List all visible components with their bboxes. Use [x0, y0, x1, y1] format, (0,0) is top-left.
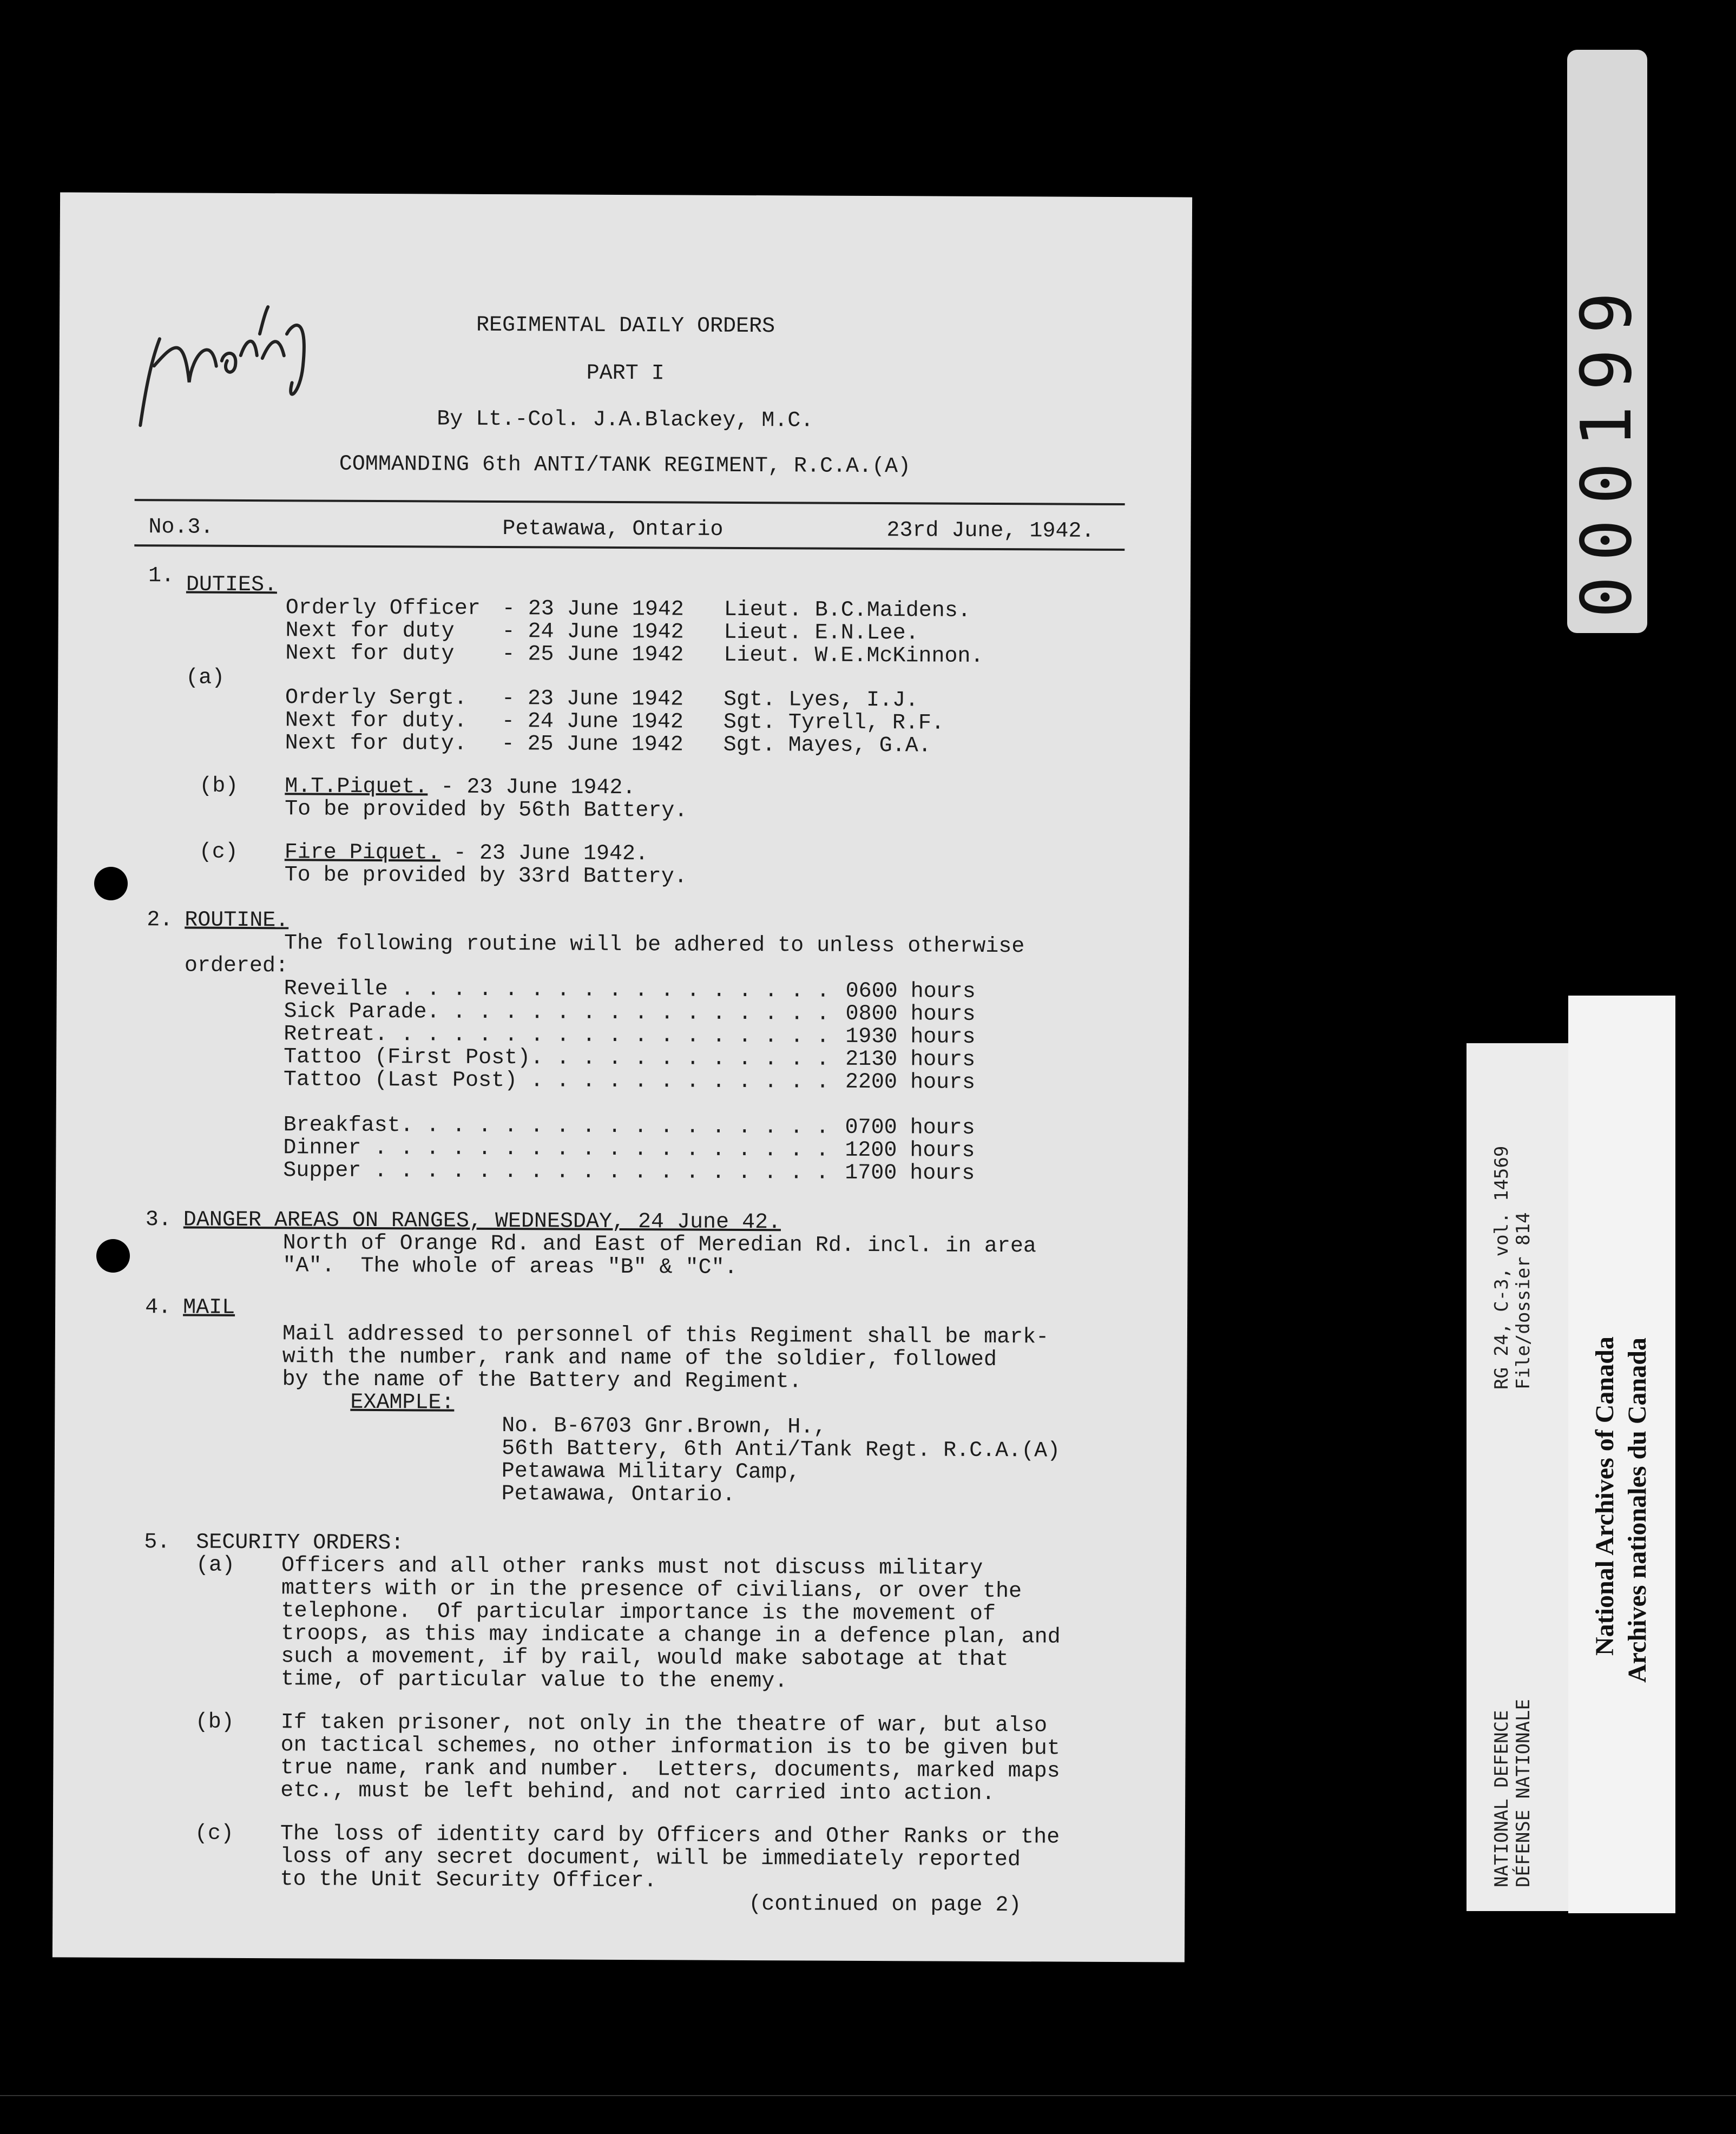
- punch-hole-top: [94, 867, 128, 900]
- mt-piquet-provider: To be provided by 56th Battery.: [285, 797, 688, 824]
- routine-intro-cont: ordered:: [184, 953, 289, 979]
- section-4-number: 4.: [145, 1295, 172, 1320]
- continued-note: (continued on page 2): [748, 1892, 1022, 1918]
- frame-number-stamp: [1567, 50, 1647, 633]
- part-label: PART I: [586, 361, 665, 386]
- mt-piquet-line: M.T.Piquet. - 23 June 1942.: [285, 774, 636, 801]
- section-5-number: 5.: [144, 1530, 170, 1555]
- mail-line3: by the name of the Battery and Regiment.: [282, 1367, 802, 1394]
- divider-top: [135, 499, 1125, 505]
- example-address: No. B-6703 Gnr.Brown, H., 56th Battery, 6th Anti/Tank Regt. R.C.A.(A) Petawawa Military Camp, Petawawa, Ontario.: [501, 1414, 1061, 1507]
- reference-line2: File/dossier 814: [1513, 1212, 1534, 1389]
- archives-name-en: National Archives of Canada: [1590, 1336, 1619, 1656]
- document-page: [52, 192, 1192, 1962]
- section-3-number: 3.: [145, 1208, 172, 1233]
- order-title: REGIMENTAL DAILY ORDERS: [476, 313, 775, 339]
- section-3-title: DANGER AREAS ON RANGES, WEDNESDAY, 24 June 42.: [183, 1208, 781, 1235]
- section-4-title: MAIL: [183, 1295, 235, 1320]
- example-label: EXAMPLE:: [350, 1390, 455, 1415]
- security-c-label: (c): [194, 1821, 234, 1846]
- routine-intro: The following routine will be adhered to unless otherwise: [284, 931, 1025, 959]
- subsection-c-label: (c): [199, 840, 238, 865]
- commanding-line: COMMANDING 6th ANTI/TANK REGIMENT, R.C.A.(A): [339, 452, 911, 479]
- section-1-number: 1.: [148, 564, 175, 589]
- scan-edge-line: [0, 2095, 1736, 2096]
- security-b-text: If taken prisoner, not only in the theatre of war, but also on tactical schemes, no other information is to be given but true name, rank and number. Letters, documents, marked maps etc., must be left behind, and not carried into action.: [280, 1710, 1060, 1807]
- subsection-a-label: (a): [186, 666, 225, 690]
- sergeant-duty-list: Orderly Sergt. - 23 June 1942 Sgt. Lyes, I.J. Next for duty. - 24 June 1942 Sgt. Tyrell, R.F. Next for duty. - 25 June 1942 Sgt. Mayes, G.A.: [285, 686, 945, 759]
- fire-piquet-line: Fire Piquet. - 23 June 1942.: [284, 840, 649, 867]
- security-c-text: The loss of identity card by Officers and Other Ranks or the loss of any secret document, will be immediately reported to the Unit Security Officer.: [280, 1822, 1060, 1894]
- security-a-label: (a): [195, 1553, 235, 1578]
- punch-hole-bottom: [96, 1239, 130, 1273]
- order-number: No.3.: [148, 515, 214, 540]
- section-5-title: SECURITY ORDERS:: [196, 1530, 404, 1556]
- divider-bottom: [134, 544, 1125, 551]
- mail-line1: Mail addressed to personnel of this Regiment shall be mark-: [282, 1322, 1049, 1350]
- officer-duty-list: Orderly Officer - 23 June 1942 Lieut. B.C.Maidens. Next for duty - 24 June 1942 Lieut. E.N.Lee. Next for duty - 25 June 1942 Lieut. W.E.McKinnon.: [285, 596, 984, 669]
- frame-number: 000199: [1567, 276, 1647, 618]
- danger-areas-line1: North of Orange Rd. and East of Meredian Rd. incl. in area: [282, 1231, 1036, 1259]
- by-line: By Lt.-Col. J.A.Blackey, M.C.: [437, 407, 814, 433]
- security-a-text: Officers and all other ranks must not discuss military matters with or in the presence of civilians, or over the telephone. Of particular importance is the movement of troops, as this may indicate a change in a defence plan, and such a movement, if by rail, would make sabotage at that time, of particular value to the enemy.: [281, 1553, 1061, 1694]
- danger-areas-line2: "A". The whole of areas "B" & "C".: [282, 1254, 738, 1280]
- order-date: 23rd June, 1942.: [886, 518, 1095, 544]
- section-2-title: ROUTINE.: [185, 908, 289, 933]
- archives-canada-label: [1568, 996, 1675, 1913]
- subsection-b-label: (b): [199, 774, 239, 799]
- fire-piquet-provider: To be provided by 33rd Battery.: [284, 863, 687, 890]
- reference-line1: RG 24, C-3, vol. 14569: [1491, 1145, 1513, 1389]
- section-1-title: DUTIES.: [186, 572, 278, 598]
- mail-line2: with the number, rank and name of the soldier, followed: [282, 1345, 997, 1373]
- security-b-label: (b): [195, 1710, 234, 1735]
- department-line2: DÉFENSE NATIONALE: [1513, 1699, 1534, 1887]
- department-line1: NATIONAL DEFENCE: [1491, 1710, 1513, 1887]
- routine-schedule: Reveille . . . . . . . . . . . . . . . . . 0600 hours Sick Parade. . . . . . . . . . . . . . . . 0800 hours Retreat. . . . . . . . . . . . . . . . . . 1930 hours Tattoo (First Post). . . . . . . . . . . . 2130 hours Tattoo (Last Post) . . . . . . . . . . . . 2200 hours Breakfast. . . . . . . . . . . . . . . . . 0700 hours Dinner . . . . . . . . . . . . . . . . . . 1200 hours Supper . . . . . . . . . . . . . . . . . . 1700 hours: [283, 977, 976, 1186]
- order-place: Petawawa, Ontario: [502, 517, 724, 542]
- archive-reference-label: [1467, 1043, 1575, 1911]
- archives-name-fr: Archives nationales du Canada: [1623, 1338, 1652, 1683]
- section-2-number: 2.: [147, 908, 173, 933]
